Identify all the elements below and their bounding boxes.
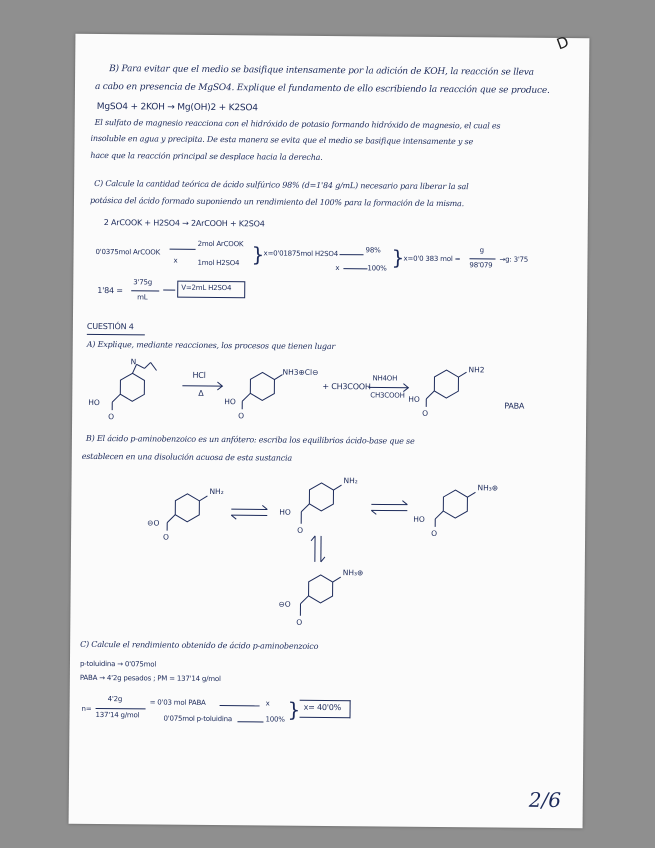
calc1-g-top: g — [479, 246, 484, 255]
c-arrow-2 — [237, 721, 263, 722]
neutral-o: O — [297, 525, 304, 535]
q3c-equation: 2 ArCOOK + H2SO4 → 2ArCOOH + K2SO4 — [103, 218, 265, 229]
cation-o: O — [431, 528, 438, 538]
calc1-result: x=0'01875mol H2SO4 — [263, 249, 339, 259]
q3b-equation: MgSO4 + 2KOH → Mg(OH)2 + K2SO4 — [96, 101, 258, 114]
q3c-line-1: C) Calcule la cantidad teórica de ácido sulfúrico 98% (d=1'84 g/mL) necesario para liberar la sal — [94, 178, 469, 192]
c-line-2: PABA → 4'2g pesados ; PM = 137'14 g/mol — [79, 673, 221, 684]
q3c-line-2: potásica del ácido formado suponiendo un rendimiento del 100% para la formación de la misma. — [89, 195, 465, 209]
c-result: x= 40'0% — [303, 702, 342, 713]
calc1-brace-2: } — [391, 245, 405, 270]
c-frac-bot: 137'14 g/mol — [95, 710, 140, 720]
calc1-x: x — [173, 256, 178, 265]
q3b-line-1: B) Para evitar que el medio se basifique intensamente por la adición de KOH, la reacción se lleva — [109, 64, 534, 78]
q3b-answer-3: hace que la reacción principal se desplace hacia la derecha. — [90, 150, 323, 162]
cuestion4-c-text: C) Calcule el rendimiento obtenido de ácido p-aminobenzoico — [80, 639, 319, 651]
calc1-x2: x — [335, 264, 340, 273]
c-eq1: = 0'03 mol PABA — [149, 698, 206, 707]
c-n: n= — [81, 704, 92, 713]
cuestion4-heading: CUESTIÓN 4 — [86, 321, 134, 332]
reaction-a-reagent2-top: NH4OH — [372, 374, 398, 383]
ring2-ho-label: HO — [224, 397, 236, 407]
anion-o: O — [163, 532, 170, 542]
ring1-ho-label: HO — [88, 397, 100, 407]
ring3-o-label: O — [422, 408, 429, 418]
c-pct: 100% — [265, 715, 285, 724]
c-brace: } — [287, 697, 301, 722]
reaction-a-reagent-top: HCl — [192, 370, 206, 380]
neutral-nh2: NH₂ — [343, 476, 358, 486]
cation-ho: HO — [413, 514, 425, 524]
q3b-answer-2: insoluble en agua y precipita. De esta manera se evita que el medio se basifique intensamente y se — [90, 133, 474, 147]
ring3-ho-label: HO — [408, 394, 420, 404]
calc2-left: 1'84 = — [97, 285, 123, 296]
q3b-line-2: a cabo en presencia de MgSO4. Explique el fundamento de ello escribiendo la reacción que se produce. — [94, 81, 550, 96]
calc2-top: 3'75g — [133, 278, 153, 287]
cuestion4-a-text: A) Explique, mediante reacciones, los procesos que tienen lugar — [86, 339, 336, 352]
page-number: 2/6 — [528, 787, 562, 813]
calc1-g: →g: 3'75 — [499, 255, 529, 264]
reaction-a-reagent2-bot: CH3COOH — [370, 391, 405, 400]
c-eq2: 0'075mol p-toluidina — [163, 714, 232, 724]
calc1-left: 0'0375mol ArCOOK — [95, 247, 161, 257]
calc1-frac-bot: 1mol H2SO4 — [197, 258, 240, 268]
calc2-box-text: V=2mL H2SO4 — [181, 283, 232, 293]
cation-nh3: NH₃⊕ — [477, 483, 499, 493]
anion-o-minus: ⊖O — [147, 518, 160, 528]
cuestion4-b-line-1: B) El ácido p-aminobenzoico es un anfótero: escriba los equilibrios ácido-base que se — [85, 433, 415, 446]
calc1-g-bot: 98'079 — [469, 261, 493, 270]
ring1-o-label: O — [108, 412, 115, 422]
cuestion4-b-line-2: establecen en una disolución acuosa de esta sustancia — [81, 451, 292, 463]
calc1-brace: } — [251, 242, 265, 267]
ring3-group: NH2 — [468, 365, 485, 375]
zwitterion-o: O — [296, 617, 303, 627]
calc1-pct-top: 98% — [365, 246, 381, 255]
q3b-answer-1: El sulfato de magnesio reacciona con el hidróxido de potasio formando hidróxido de magnesio, el cual es — [94, 117, 501, 131]
zwitterion-o-minus: ⊖O — [278, 599, 291, 609]
ring2-o-label: O — [238, 411, 245, 421]
neutral-ho: HO — [279, 507, 291, 517]
paba-label: PABA — [504, 401, 525, 411]
calc1-final: x=0'0 383 mol = — [403, 254, 461, 264]
c-x: x — [265, 699, 270, 708]
reaction-a-plus: + CH3COOH — [322, 381, 371, 392]
c-frac-top: 4'2g — [107, 695, 123, 704]
calc2-bot: mL — [137, 293, 148, 302]
page-corner-mark: D — [554, 32, 572, 54]
calc1-frac-top: 2mol ArCOOK — [197, 239, 244, 249]
calc1-pct-bot: 100% — [367, 264, 387, 273]
c-line-1: p-toluidina → 0'075mol — [79, 659, 157, 669]
ring2-group: NH3⊕Cl⊖ — [282, 367, 319, 377]
ring1-n-label: N — [130, 357, 137, 367]
anion-nh2: NH₂ — [209, 486, 224, 497]
handwritten-page — [69, 34, 590, 828]
reaction-a-reagent-bot: Δ — [198, 388, 204, 398]
zwitterion-nh3: NH₃⊕ — [342, 568, 364, 578]
